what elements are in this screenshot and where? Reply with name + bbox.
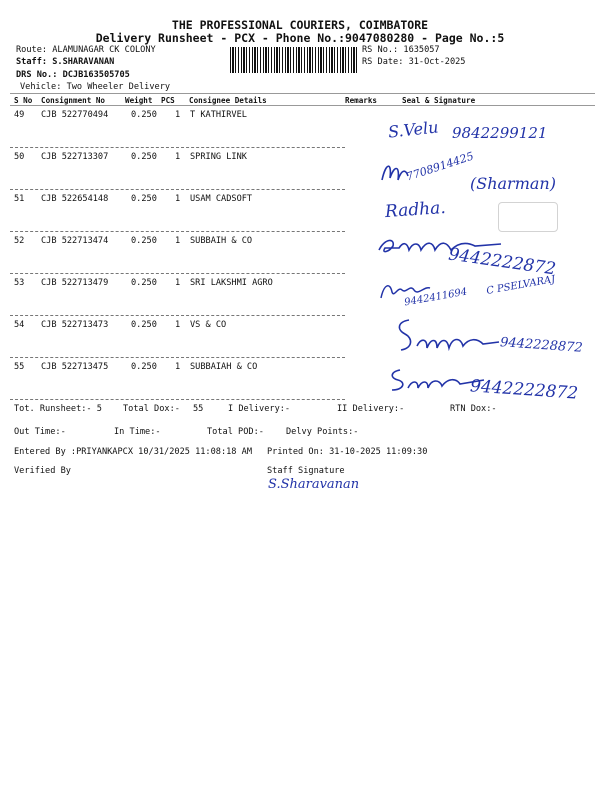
col-consignee: Consignee Details [189, 96, 267, 105]
row-pcs: 1 [175, 194, 181, 204]
row-consignment: CJB 522713474 [41, 236, 109, 246]
row-pcs: 1 [175, 236, 181, 246]
col-remarks: Remarks [345, 96, 378, 105]
phone-row-50: 7708914425 [404, 149, 476, 184]
phone-row-54: 9442228872 [499, 335, 584, 356]
header-top-rule [10, 93, 595, 94]
signature-row-50: (Sharman) [470, 174, 556, 193]
staff-signature: S.Sharavanan [268, 477, 360, 492]
total-dox-value: 55 [193, 404, 204, 414]
row-divider [10, 357, 345, 358]
rs-number: RS No.: 1635057 [362, 45, 440, 55]
row-divider [10, 147, 345, 148]
row-pcs: 1 [175, 362, 181, 372]
row-consignment: CJB 522713473 [41, 320, 109, 330]
row-consignment: CJB 522713479 [41, 278, 109, 288]
row-consignee: SPRING LINK [190, 152, 247, 162]
row-consignee: VS & CO [190, 320, 227, 330]
delvy-points: Delvy Points:- [286, 427, 359, 437]
ii-delivery: II Delivery:- [337, 404, 405, 414]
verified-by: Verified By [14, 466, 71, 476]
total-runsheet: Tot. Runsheet:- 5 [14, 404, 102, 414]
staff-label: Staff: S.SHARAVANAN [16, 57, 115, 67]
phone-row-49: 9842299121 [452, 124, 548, 142]
row-weight: 0.250 [131, 320, 157, 330]
row-divider [10, 315, 345, 316]
total-dox-label: Total Dox:- [123, 404, 180, 414]
row-divider [10, 273, 345, 274]
runsheet-subtitle: Delivery Runsheet - PCX - Phone No.:9047080280 - Page No.:5 [95, 31, 505, 45]
row-sno: 52 [14, 236, 25, 246]
row-consignment: CJB 522713475 [41, 362, 109, 372]
row-consignee: SRI LAKSHMI AGRO [190, 278, 273, 288]
scribble-signature-icon [395, 316, 505, 358]
rtn-dox: RTN Dox:- [450, 404, 497, 414]
signature-row-53: C PSELVARAJ [485, 274, 557, 297]
rs-date: RS Date: 31-Oct-2025 [362, 57, 466, 67]
row-consignee: T KATHIRVEL [190, 110, 247, 120]
row-sno: 49 [14, 110, 25, 120]
row-weight: 0.250 [131, 194, 157, 204]
col-pcs: PCS [161, 96, 175, 105]
signature-row-51: Radha. [384, 197, 447, 223]
phone-row-52: 9442222872 [447, 244, 558, 280]
in-time: In Time:- [114, 427, 161, 437]
company-title: THE PROFESSIONAL COURIERS, COIMBATORE [171, 18, 429, 32]
row-weight: 0.250 [131, 278, 157, 288]
col-seal-signature: Seal & Signature [402, 96, 476, 105]
row-weight: 0.250 [131, 236, 157, 246]
row-divider [10, 399, 345, 400]
phone-row-53: 9442411694 [403, 286, 469, 309]
row-consignee: SUBBAIH & CO [190, 236, 253, 246]
row-pcs: 1 [175, 110, 181, 120]
row-weight: 0.250 [131, 110, 157, 120]
signature-row-49: S.Velu [387, 117, 440, 142]
row-sno: 54 [14, 320, 25, 330]
row-weight: 0.250 [131, 362, 157, 372]
route-label: Route: ALAMUNAGAR CK COLONY [16, 45, 156, 55]
row-sno: 53 [14, 278, 25, 288]
row-consignee: USAM CADSOFT [190, 194, 253, 204]
row-weight: 0.250 [131, 152, 157, 162]
header-bottom-rule [10, 105, 595, 106]
vehicle-label: Vehicle: Two Wheeler Delivery [20, 82, 171, 92]
barcode [230, 47, 358, 73]
row-consignee: SUBBAIAH & CO [190, 362, 258, 372]
col-consignment: Consignment No [41, 96, 106, 105]
row-consignment: CJB 522713307 [41, 152, 109, 162]
row-sno: 50 [14, 152, 25, 162]
row-pcs: 1 [175, 152, 181, 162]
drs-number: DRS No.: DCJB163505705 [16, 70, 130, 80]
col-sno: S No [14, 96, 33, 105]
stamp-mark [498, 202, 558, 232]
row-consignment: CJB 522654148 [41, 194, 109, 204]
row-pcs: 1 [175, 278, 181, 288]
row-pcs: 1 [175, 320, 181, 330]
entered-by: Entered By :PRIYANKAPCX 10/31/2025 11:08:18 AM [14, 447, 252, 457]
total-pod: Total POD:- [207, 427, 264, 437]
row-divider [10, 189, 345, 190]
col-weight: Weight [125, 96, 153, 105]
out-time: Out Time:- [14, 427, 66, 437]
row-consignment: CJB 522770494 [41, 110, 109, 120]
printed-on: Printed On: 31-10-2025 11:09:30 [267, 447, 428, 457]
phone-row-55: 9442222872 [469, 376, 579, 404]
row-sno: 51 [14, 194, 25, 204]
row-sno: 55 [14, 362, 25, 372]
staff-signature-label: Staff Signature [267, 466, 345, 476]
row-divider [10, 231, 345, 232]
i-delivery: I Delivery:- [228, 404, 291, 414]
